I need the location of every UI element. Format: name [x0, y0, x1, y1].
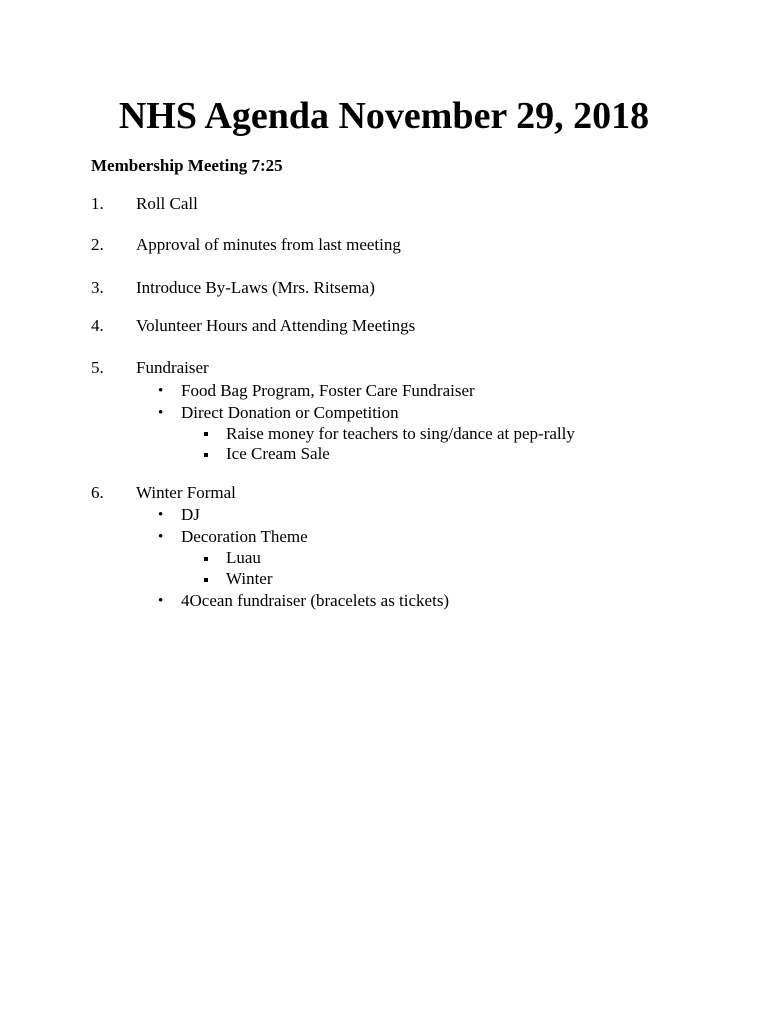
sub-item: Decoration Theme	[181, 527, 308, 546]
agenda-item-2: Approval of minutes from last meeting	[136, 235, 401, 254]
square-bullet-icon	[204, 557, 208, 561]
sub-sub-item: Winter	[226, 569, 273, 588]
bullet-icon: •	[158, 593, 164, 609]
item-number-1: 1.	[91, 194, 104, 213]
square-bullet-icon	[204, 578, 208, 582]
agenda-item-4: Volunteer Hours and Attending Meetings	[136, 316, 416, 335]
sub-sub-item: Raise money for teachers to sing/dance at pep-rally	[226, 424, 575, 443]
agenda-item-5: Fundraiser	[136, 358, 209, 377]
page-title: NHS Agenda November 29, 2018	[118, 95, 650, 137]
agenda-item-1: Roll Call	[136, 194, 198, 213]
sub-item: 4Ocean fundraiser (bracelets as tickets)	[181, 591, 450, 610]
meeting-subtitle: Membership Meeting 7:25	[91, 156, 283, 175]
agenda-item-6: Winter Formal	[136, 483, 236, 502]
bullet-icon: •	[158, 405, 164, 421]
sub-item: Food Bag Program, Foster Care Fundraiser	[181, 381, 475, 400]
item-number-6: 6.	[91, 483, 104, 502]
bullet-icon: •	[158, 529, 164, 545]
item-number-4: 4.	[91, 316, 104, 335]
agenda-item-3: Introduce By-Laws (Mrs. Ritsema)	[136, 278, 375, 297]
square-bullet-icon	[204, 453, 208, 457]
sub-item: Direct Donation or Competition	[181, 403, 399, 422]
item-number-5: 5.	[91, 358, 104, 377]
sub-sub-item: Luau	[226, 548, 261, 567]
item-number-2: 2.	[91, 235, 104, 254]
square-bullet-icon	[204, 432, 208, 436]
sub-sub-item: Ice Cream Sale	[226, 444, 330, 463]
sub-item: DJ	[181, 505, 200, 524]
bullet-icon: •	[158, 383, 164, 399]
bullet-icon: •	[158, 507, 164, 523]
item-number-3: 3.	[91, 278, 104, 297]
